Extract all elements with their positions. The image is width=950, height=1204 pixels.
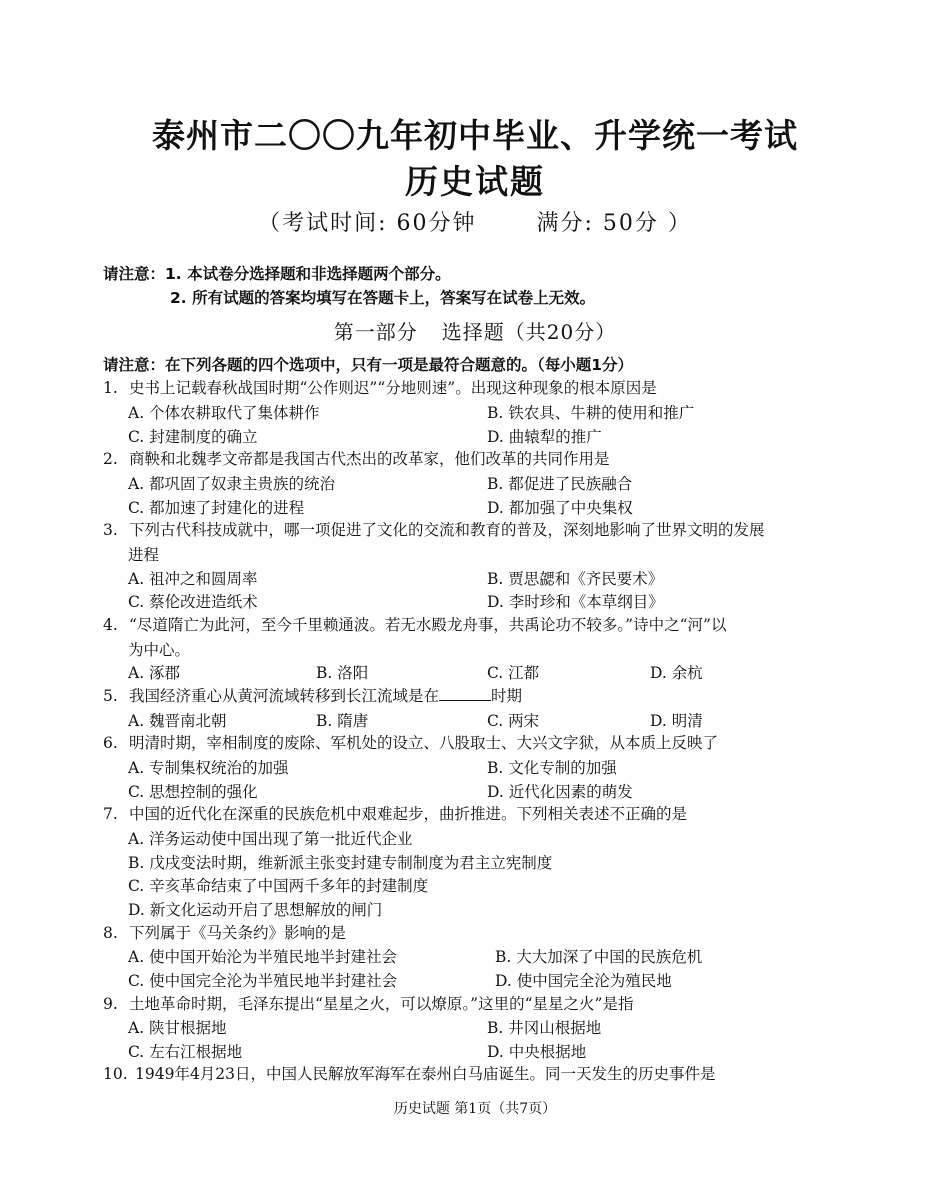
time-label: （考试时间: 60分钟 (258, 211, 477, 236)
option: C. 两宋 (487, 712, 540, 730)
exam-time-score (0, 206, 950, 237)
score-label: 满分: 50分 ） (536, 211, 692, 236)
option: C. 封建制度的确立 (128, 428, 258, 446)
option: B. 隋唐 (316, 712, 369, 730)
option: C. 使中国完全沦为半殖民地半封建社会 (128, 972, 398, 990)
option: C. 左右江根据地 (128, 1043, 243, 1061)
option: D. 余杭 (650, 664, 703, 682)
exam-title: 泰州市二〇〇九年初中毕业、升学统一考试 (152, 116, 798, 155)
question-3: 3. 下列古代科技成就中，哪一项促进了文化的交流和教育的普及，深刻地影响了世界文明的发展 (103, 521, 765, 539)
question-2: 2. 商鞅和北魏孝文帝都是我国古代杰出的改革家，他们改革的共同作用是 (103, 450, 610, 468)
option: C. 辛亥革命结束了中国两千多年的封建制度 (128, 877, 429, 895)
question-10: 10. 1949年4月23日，中国人民解放军海军在泰州白马庙诞生。同一天发生的历史事件是 (103, 1065, 716, 1083)
option: D. 中央根据地 (487, 1043, 587, 1061)
option: D. 都加强了中央集权 (487, 499, 633, 517)
option: D. 使中国完全沦为殖民地 (495, 972, 672, 990)
question-1: 1. 史书上记载春秋战国时期“公作则迟”“分地则速”。出现这种现象的根本原因是 (103, 379, 657, 397)
subject-title: 历史试题 (405, 162, 545, 201)
question-9: 9. 土地革命时期，毛泽东提出“星星之火，可以燎原。”这里的“星星之火”是指 (103, 995, 634, 1013)
page-footer: 历史试题 第1页（共7页） (393, 1101, 557, 1117)
option: C. 蔡伦改进造纸术 (128, 593, 258, 611)
question-4-continuation: 为中心。 (128, 641, 191, 659)
option: A. 涿郡 (128, 664, 181, 682)
answer-blank (439, 686, 491, 701)
option: A. 陕甘根据地 (128, 1019, 227, 1037)
option: B. 铁农具、牛耕的使用和推广 (487, 404, 695, 422)
option: B. 都促进了民族融合 (487, 475, 633, 493)
option: A. 洋务运动使中国出现了第一批近代企业 (128, 830, 413, 848)
notice-2: 2. 所有试题的答案均填写在答题卡上，答案写在试卷上无效。 (170, 289, 596, 307)
option: C. 江都 (487, 664, 540, 682)
question-3-continuation: 进程 (128, 546, 160, 564)
option: D. 李时珍和《本草纲目》 (487, 593, 664, 611)
question-8: 8. 下列属于《马关条约》影响的是 (103, 924, 347, 942)
option: A. 专制集权统治的加强 (128, 759, 289, 777)
option: C. 都加速了封建化的进程 (128, 499, 305, 517)
option: B. 戊戌变法时期，维新派主张变封建专制制度为君主立宪制度 (128, 854, 553, 872)
option: A. 个体农耕取代了集体耕作 (128, 404, 320, 422)
option: C. 思想控制的强化 (128, 783, 258, 801)
question-7: 7. 中国的近代化在深重的民族危机中艰难起步，曲折推进。下列相关表述不正确的是 (103, 805, 688, 823)
option: B. 贾思勰和《齐民要术》 (487, 570, 664, 588)
question-6: 6. 明清时期，宰相制度的废除、军机处的设立、八股取士、大兴文字狱，从本质上反映了 (103, 734, 719, 752)
part-title-b: 选择题（共20分） (441, 320, 617, 344)
option: A. 祖冲之和圆周率 (128, 570, 258, 588)
option: D. 新文化运动开启了思想解放的闸门 (128, 901, 383, 919)
option: B. 井冈山根据地 (487, 1019, 602, 1037)
option: A. 魏晋南北朝 (128, 712, 227, 730)
option: D. 明清 (650, 712, 703, 730)
part-heading (0, 316, 950, 345)
part-instruction: 请注意：在下列各题的四个选项中，只有一项是最符合题意的。（每小题1分） (103, 356, 634, 374)
part-title-a: 第一部分 (333, 320, 418, 344)
option: D. 曲辕犁的推广 (487, 428, 602, 446)
option: A. 都巩固了奴隶主贵族的统治 (128, 475, 336, 493)
option: B. 文化专制的加强 (487, 759, 617, 777)
option: A. 使中国开始沦为半殖民地半封建社会 (128, 948, 398, 966)
option: B. 洛阳 (316, 664, 369, 682)
option: B. 大大加深了中国的民族危机 (495, 948, 703, 966)
option: D. 近代化因素的萌发 (487, 783, 633, 801)
notice-1: 请注意：1. 本试卷分选择题和非选择题两个部分。 (103, 265, 451, 283)
question-4: 4. “尽道隋亡为此河，至今千里赖通波。若无水殿龙舟事，共禹论功不较多。”诗中之“河”以 (103, 616, 727, 634)
question-5: 5. 我国经济重心从黄河流域转移到长江流域是在 时期 (103, 687, 523, 705)
